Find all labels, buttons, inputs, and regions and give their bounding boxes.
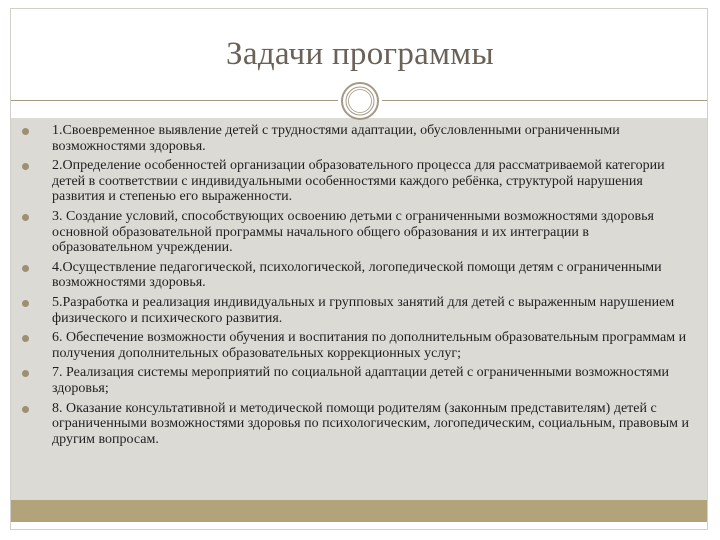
list-item: [22, 209, 692, 256]
list-item: [22, 401, 692, 448]
divider-right: [382, 100, 707, 101]
bullet-icon: [22, 370, 29, 377]
list-item-text: 6. Обеспечение возможности обучения и воспитания по дополнительным образовательным программам и получения дополнительных образовательных коррекционных услуг;: [52, 330, 687, 361]
list-item-text: 5.Разработка и реализация индивидуальных и групповых занятий для детей с выраженным нарушением физического и психического развития.: [52, 294, 675, 326]
list-item: [22, 260, 692, 291]
list-item-text: 4.Осуществление педагогической, психологической, логопедической помощи детям с ограниченными возможностями здоровья.: [52, 259, 662, 291]
footer-bar: [11, 500, 707, 522]
list-item: [22, 330, 692, 361]
list-item-text: 1.Своевременное выявление детей с трудностями адаптации, обусловленными ограниченными возможностями здоровья.: [52, 123, 620, 154]
task-list: [22, 123, 692, 451]
bullet-icon: [22, 214, 29, 221]
list-item-text: 8. Оказание консультативной и методической помощи родителям (законным представителям) детей с ограниченными возможностями здоровья по психологическим, логопедическим, социальным, правовым и другим вопросам.: [52, 400, 689, 447]
divider-left: [11, 100, 338, 101]
bullet-icon: [22, 300, 29, 307]
slide-title: Задачи программы: [226, 36, 494, 72]
list-item-text: 2.Определение особенностей организации образовательного процесса для рассматриваемой категории детей в соответствии с индивидуальными особенностями каждого ребёнка, структурой нарушения развития и степенью его выраженности.: [52, 158, 665, 205]
bullet-icon: [22, 163, 29, 170]
bullet-icon: [22, 406, 29, 413]
list-item: [22, 158, 692, 205]
list-item-text: 3. Создание условий, способствующих освоению детьми с ограниченными возможностями здоровья основной образовательной программы начального общего образования и их интеграции в образовательном учреждении.: [52, 208, 654, 256]
bullet-icon: [22, 265, 29, 272]
bullet-icon: [22, 128, 29, 135]
bullet-icon: [22, 335, 29, 342]
list-item: [22, 123, 692, 154]
circle-ornament-icon: [340, 81, 380, 121]
list-item: [22, 365, 692, 396]
list-item-text: 7. Реализация системы мероприятий по социальной адаптации детей с ограниченными возможностями здоровья;: [52, 365, 669, 396]
list-item: [22, 295, 692, 326]
